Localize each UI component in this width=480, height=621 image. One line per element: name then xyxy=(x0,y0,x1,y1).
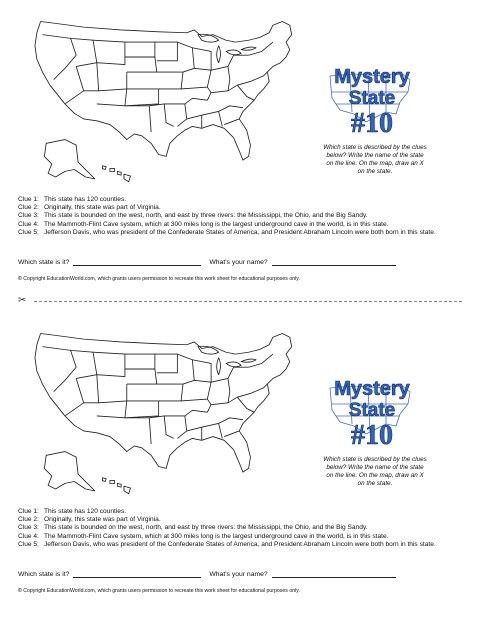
clue-2: Clue 2: Originally, this state was part of Virginia. xyxy=(18,516,161,524)
clue-5: Clue 5: Jefferson Davis, who was president of the Confederate States of America, and President Abraham Lincoln were both born in this state. xyxy=(18,540,436,548)
clue-list xyxy=(18,196,460,237)
answer-row xyxy=(18,570,460,578)
worksheet-bottom xyxy=(0,312,480,602)
answer-line[interactable] xyxy=(73,258,201,266)
dashed-divider xyxy=(34,301,462,302)
name-line[interactable] xyxy=(272,570,396,578)
answer-row xyxy=(18,258,460,266)
logo-title-word2: State xyxy=(348,400,396,421)
clue-list xyxy=(18,508,460,549)
logo-number: #10 xyxy=(351,420,393,451)
clue-5: Clue 5: Jefferson Davis, who was president of the Confederate States of America, and President Abraham Lincoln were both born in this state. xyxy=(18,228,436,236)
scissors-icon: ✂ xyxy=(18,295,27,306)
name-line[interactable] xyxy=(272,258,396,266)
clue-3: Clue 3: This state is bounded on the west, north, and east by three rivers: the Mississippi, the Ohio, and the Big Sandy. xyxy=(18,524,368,532)
clue-4: Clue 4: The Mammoth-Flint Cave system, which at 300 miles long is the largest underground cave in the world, is in this state. xyxy=(18,532,389,540)
copyright: © Copyright EducationWorld.com, which grants users permission to recreate this work sheet for educational purposes only. xyxy=(18,588,300,594)
mystery-state-logo xyxy=(324,62,420,140)
name-label: What's your name? xyxy=(209,259,268,266)
instructions: Which state is described by the clues below? Write the name of the state on the line. On the map, draw an X on the state. xyxy=(323,456,427,487)
us-map[interactable] xyxy=(18,14,318,192)
cut-line xyxy=(18,296,462,306)
worksheet-top xyxy=(0,0,480,306)
clue-3: Clue 3: This state is bounded on the west, north, and east by three rivers: the Mississippi, the Ohio, and the Big Sandy. xyxy=(18,212,368,220)
clue-2: Clue 2: Originally, this state was part of Virginia. xyxy=(18,204,161,212)
clue-1: Clue 1: This state has 120 counties. xyxy=(18,196,127,203)
mystery-state-logo xyxy=(324,374,420,452)
copyright: © Copyright EducationWorld.com, which grants users permission to recreate this work sheet for educational purposes only. xyxy=(18,276,300,282)
us-map[interactable] xyxy=(18,326,318,504)
logo-title-word1: Mystery xyxy=(334,378,410,400)
answer-label: Which state is it? xyxy=(18,259,70,266)
clue-1: Clue 1: This state has 120 counties. xyxy=(18,508,127,515)
instructions: Which state is described by the clues below? Write the name of the state on the line. On the map, draw an X on the state. xyxy=(323,144,427,175)
name-label: What's your name? xyxy=(209,571,268,578)
clue-4: Clue 4: The Mammoth-Flint Cave system, which at 300 miles long is the largest underground cave in the world, is in this state. xyxy=(18,220,389,228)
answer-line[interactable] xyxy=(73,570,201,578)
logo-number: #10 xyxy=(351,108,393,139)
logo-title-word1: Mystery xyxy=(334,66,410,88)
answer-label: Which state is it? xyxy=(18,571,70,578)
logo-title-word2: State xyxy=(348,88,396,109)
